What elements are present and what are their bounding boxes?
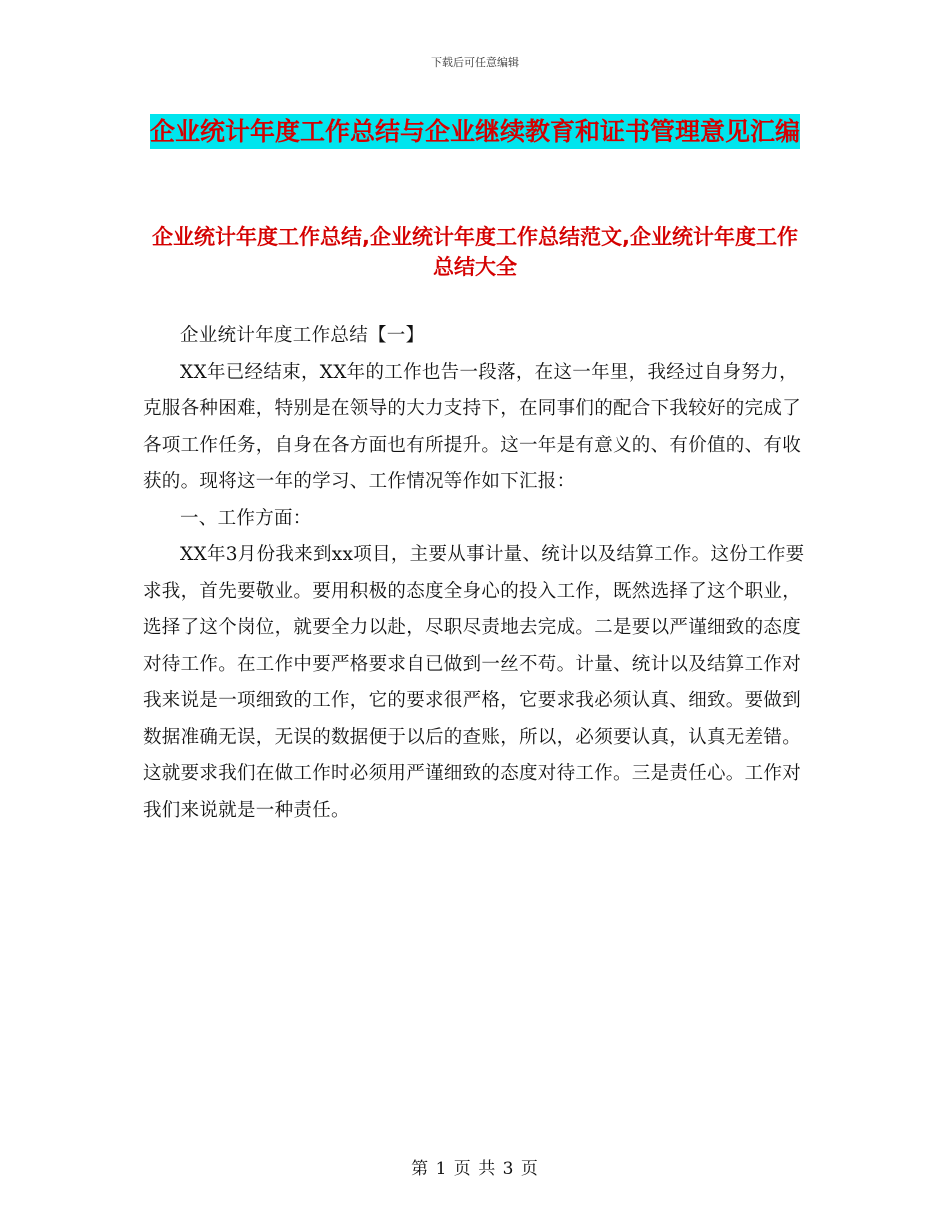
body-paragraph: XX年已经结束，XX年的工作也告一段落，在这一年里，我经过自身努力，克服各种困难，特别是在领导的大力支持下，在同事们的配合下我较好的完成了各项工作任务，自身在各方面也有所提升。这一年是有意义的、有价值的、有收获的。现将这一年的学习、工作情况等作如下汇报： [143, 361, 802, 492]
header-note: 下载后可任意编辑 [431, 56, 519, 69]
document-body [143, 318, 807, 829]
document-subtitle: 企业统计年度工作总结,企业统计年度工作总结范文,企业统计年度工作总结大全 [152, 225, 798, 279]
body-paragraph: XX年3月份我来到xx项目，主要从事计量、统计以及结算工作。这份工作要求我，首先要敬业。要用积极的态度全身心的投入工作，既然选择了这个职业，选择了这个岗位，就要全力以赴，尽职尽责地去完成。二是要以严谨细致的态度对待工作。在工作中要严格要求自已做到一丝不苟。计量、统计以及结算工作对我来说是一项细致的工作，它的要求很严格，它要求我必须认真、细致。要做到数据准确无误，无误的数据便于以后的查账，所以，必须要认真，认真无差错。这就要求我们在做工作时必须用严谨细致的态度对待工作。三是责任心。工作对我们来说就是一种责任。 [143, 544, 805, 821]
document-title [143, 108, 807, 155]
section-heading: 企业统计年度工作总结【一】 [180, 325, 425, 346]
document-title-text: 企业统计年度工作总结与企业继续教育和证书管理意见汇编 [150, 114, 800, 149]
section-heading: 一、工作方面： [180, 507, 312, 529]
page-footer: 第 1 页 共 3 页 [411, 1159, 539, 1179]
